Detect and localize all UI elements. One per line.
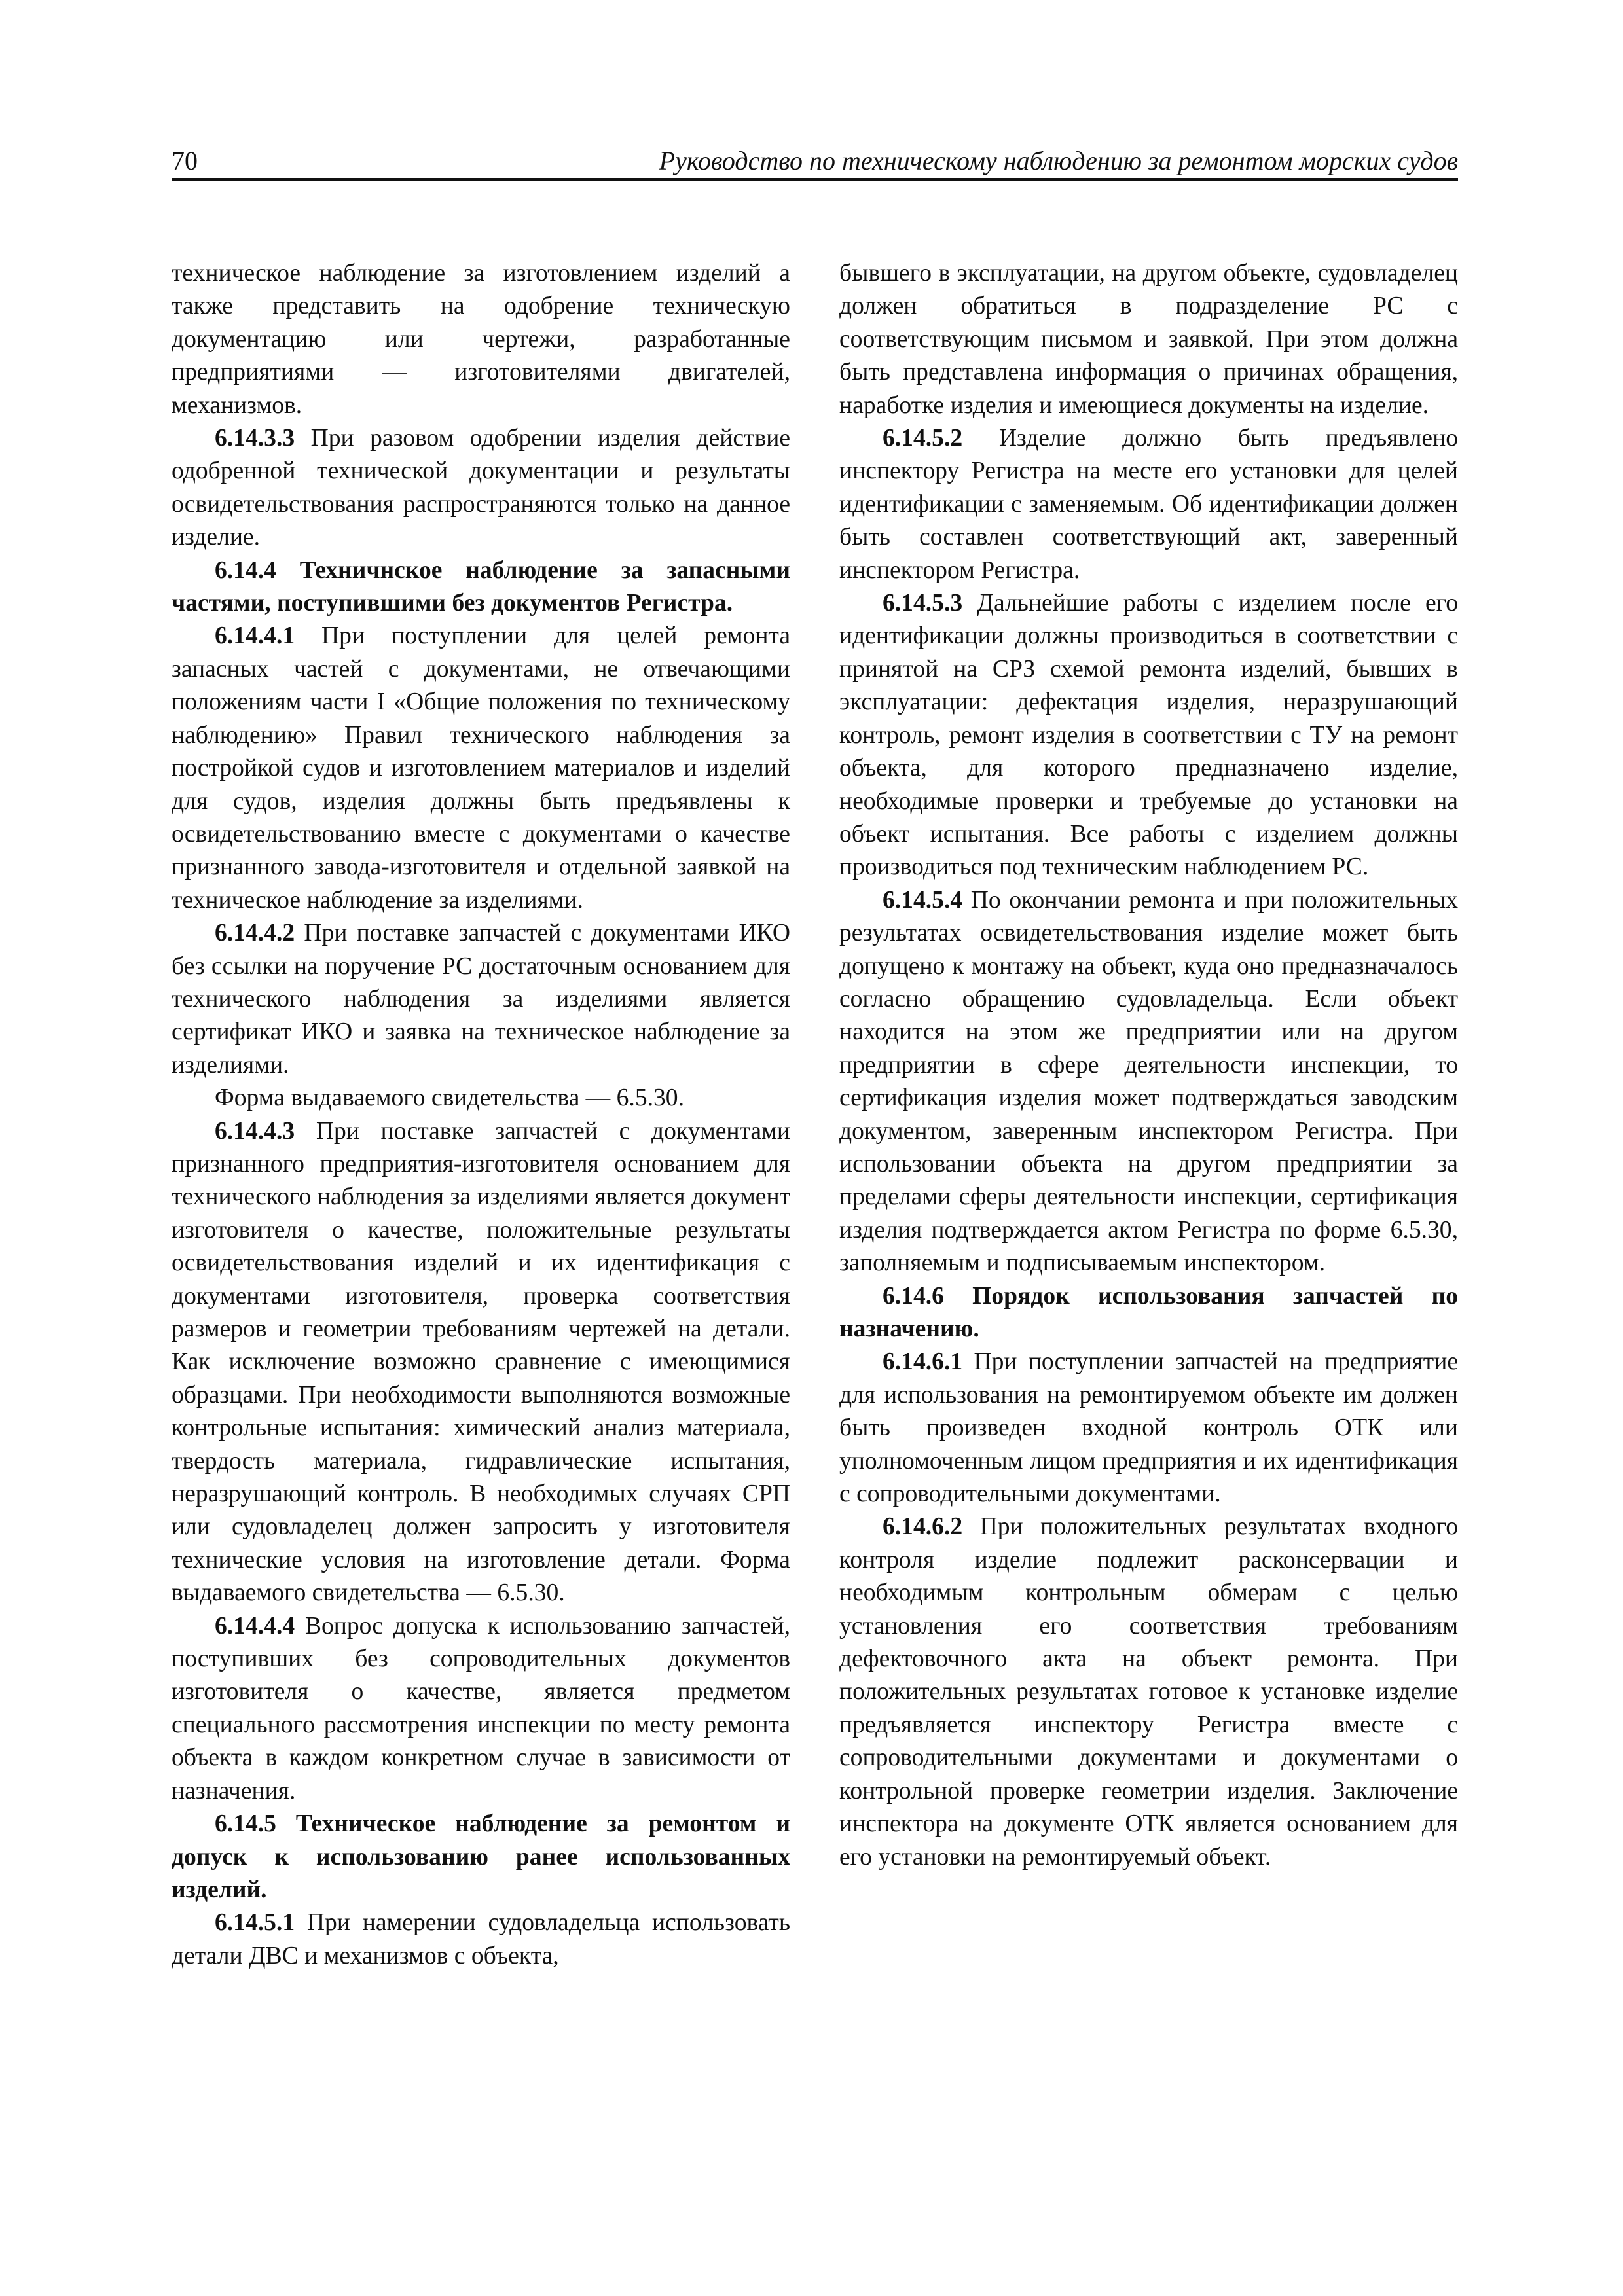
page-header	[172, 144, 1458, 178]
clause-number: 6.14.3.3	[215, 425, 295, 452]
clause-number: 6.14.4.3	[215, 1117, 295, 1145]
clause-number: 6.14.4.1	[215, 622, 295, 650]
clause-6-14-3-3: 6.14.3.3 При разовом одобрении изделия действие одобренной технической документации и результаты освидетельствования распространяются только на данное изделие.	[172, 425, 790, 551]
clause-6-14-6-2: 6.14.6.2 При положительных результатах входного контроля изделие подлежит расконсервации и необходимым контрольным обмерам с целью установления его соответствия требованиям дефектовочного акта на объект ремонта. При положительных результатах готовое к установке изделие предъявляется инспектору Регистра вместе с сопроводительными документами и документами о контрольной проверке геометрии изделия. Заключение инспектора на документе ОТК является основанием для его установки на ремонтируемый объект.	[839, 1513, 1458, 1871]
clause-6-14-5-3: 6.14.5.3 Дальнейшие работы с изделием после его идентификации должны производиться в соответствии с принятой на СРЗ схемой ремонта изделий, бывших в эксплуатации: дефектация изделия, неразрушающий контроль, ремонт изделия в соответствии с ТУ на ремонт объекта, для которого предназначено изделие, необходимые проверки и требуемые до установки на объект испытания. Все работы с изделием должны производиться под техническим наблюдением РС.	[839, 590, 1458, 881]
section-heading-6-14-4: 6.14.4 Техничнское наблюдение за запасными частями, поступившими без документов Регистра.	[172, 556, 790, 617]
right-column	[839, 257, 1458, 1874]
page-number: 70	[172, 146, 198, 175]
section-heading-6-14-6: 6.14.6 Порядок использования запчастей по назначению.	[839, 1282, 1458, 1342]
clause-number: 6.14.5.2	[883, 425, 963, 452]
clause-number: 6.14.6.1	[883, 1348, 963, 1376]
clause-6-14-5-2: 6.14.5.2 Изделие должно быть предъявлено инспектору Регистра на месте его установки для целей идентификации с заменяемым. Об идентификации должен быть составлен соответствующий акт, заверенный инспектором Регистра.	[839, 425, 1458, 584]
clause-number: 6.14.5.3	[883, 590, 963, 617]
clause-6-14-4-2: 6.14.4.2 При поставке запчастей с документами ИКО без ссылки на поручение РС достаточным основанием для технического наблюдения за изделиями является сертификат ИКО и заявка на техническое наблюдение за изделиями.	[172, 920, 790, 1079]
clause-number: 6.14.4.2	[215, 920, 295, 947]
paragraph: техническое наблюдение за изготовлением изделий а также представить на одобрение техническую документацию или чертежи, разработанные предприятиями — изготовителями двигателей, механизмов.	[172, 260, 790, 419]
clause-6-14-4-3: 6.14.4.3 При поставке запчастей с документами признанного предприятия-изготовителя основанием для технического наблюдения за изделиями является документ изготовителя о качестве, положительные результаты освидетельствования изделий и их идентификация с документами изготовителя, проверка соответствия размеров и геометрии требованиям чертежей на детали. Как исключение возможно сравнение с имеющимися образцами. При необходимости выполняются возможные контрольные испытания: химический анализ материала, твердость материала, гидравлические испытания, неразрушающий контроль. В необходимых случаях СРП или судовладелец должен запросить у изготовителя технические условия на изготовление детали. Форма выдаваемого свидетельства — 6.5.30.	[172, 1117, 790, 1607]
clause-6-14-5-1: 6.14.5.1 При намерении судовладельца использовать детали ДВС и механизмов с объекта,	[172, 1909, 790, 1969]
clause-number: 6.14.5.1	[215, 1909, 295, 1937]
clause-6-14-6-1: 6.14.6.1 При поступлении запчастей на предприятие для использования на ремонтируемом объекте им должен быть произведен входной контроль ОТК или уполномоченным лицом предприятия и их идентификация с сопроводительными документами.	[839, 1348, 1458, 1508]
header-rule	[172, 178, 1458, 181]
left-column	[172, 257, 790, 1973]
paragraph: Форма выдаваемого свидетельства — 6.5.30.	[215, 1085, 684, 1112]
clause-6-14-5-4: 6.14.5.4 По окончании ремонта и при положительных результатах освидетельствования изделие может быть допущено к монтажу на объект, куда оно предназначалось согласно обращению судовладельца. Если объект находится на этом же предприятии или на другом предприятии в сфере деятельности инспекции, то сертификация изделия может подтверждаться заводским документом, заверенным инспектором Регистра. При использовании объекта на другом предприятии за пределами сферы деятельности инспекции, сертификация изделия подтверждается актом Регистра по форме 6.5.30, заполняемым и подписываемым инспектором.	[839, 886, 1458, 1277]
section-heading-6-14-5: 6.14.5 Техническое наблюдение за ремонтом и допуск к использованию ранее использованных изделий.	[172, 1810, 790, 1903]
paragraph: бывшего в эксплуатации, на другом объекте, судовладелец должен обратиться в подразделение РС с соответствующим письмом и заявкой. При этом должна быть представлена информация о причинах обращения, наработке изделия и имеющиеся документы на изделие.	[839, 260, 1458, 419]
clause-number: 6.14.6.2	[883, 1513, 963, 1541]
clause-number: 6.14.5.4	[883, 886, 963, 914]
clause-number: 6.14.4.4	[215, 1612, 295, 1640]
clause-6-14-4-4: 6.14.4.4 Вопрос допуска к использованию запчастей, поступивших без сопроводительных документов изготовителя о качестве, является предметом специального рассмотрения инспекции по месту ремонта объекта в каждом конкретном случае в зависимости от назначения.	[172, 1612, 790, 1804]
clause-6-14-4-1: 6.14.4.1 При поступлении для целей ремонта запасных частей с документами, не отвечающими положениям части I «Общие положения по техническому наблюдению» Правил технического наблюдения за постройкой судов и изготовлением материалов и изделий для судов, изделия должны быть предъявлены к освидетельствованию вместе с документами о качестве признанного завода-изготовителя и отдельной заявкой на техническое наблюдение за изделиями.	[172, 622, 790, 914]
running-title: Руководство по техническому наблюдению за ремонтом морских судов	[659, 146, 1458, 175]
